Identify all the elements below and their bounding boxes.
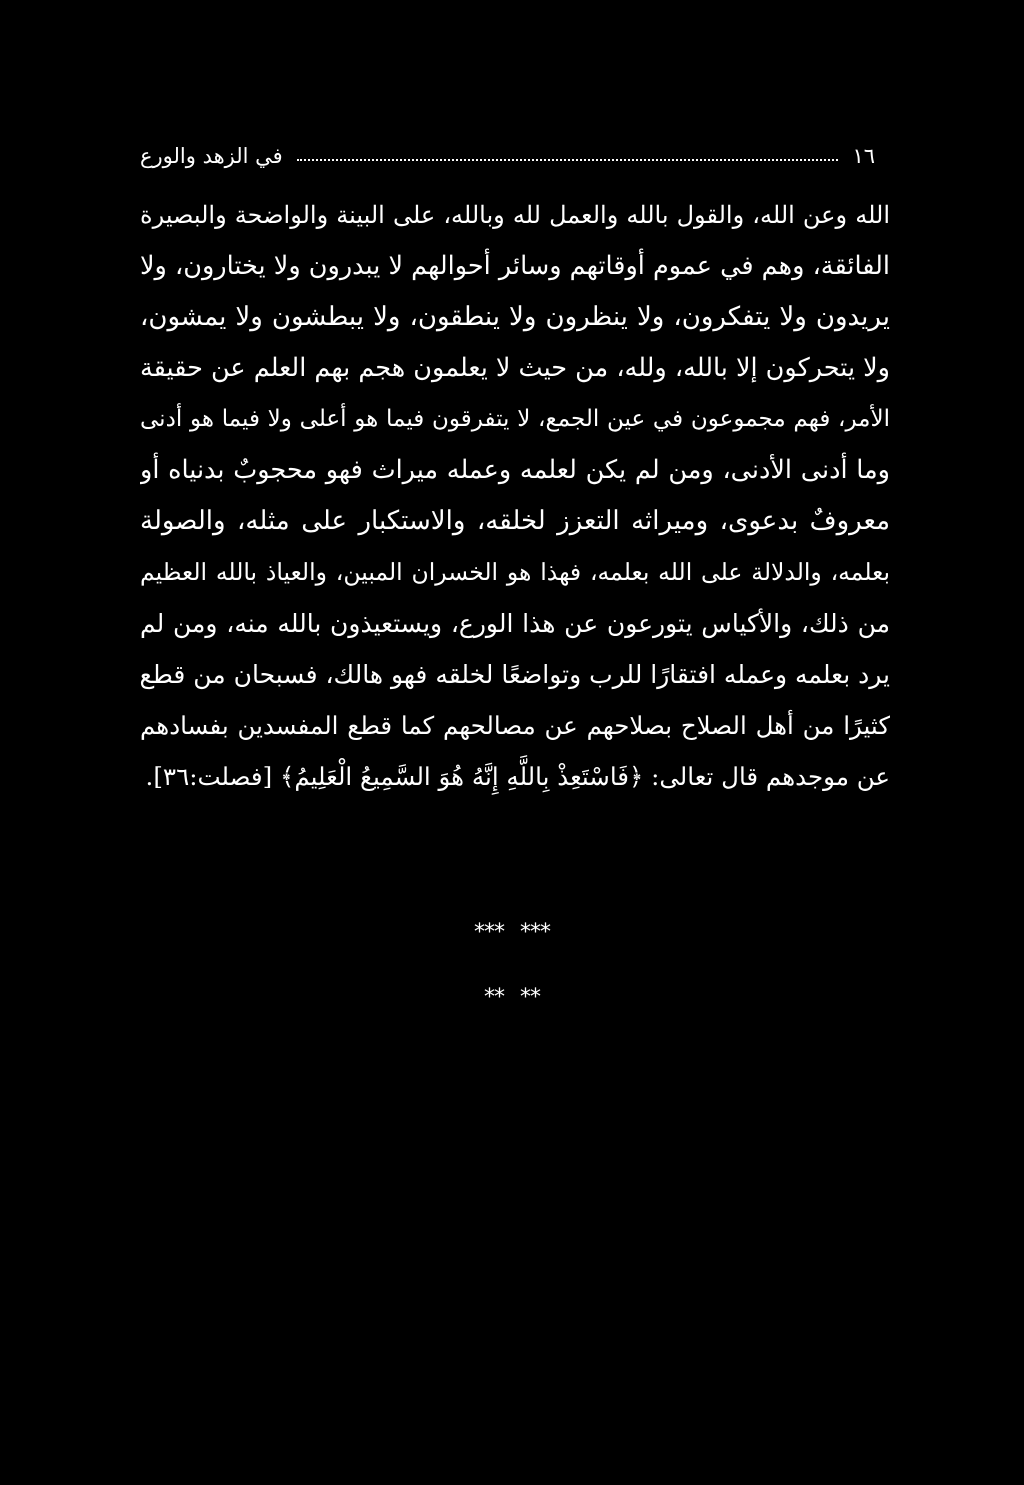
text-line: بعلمه، والدلالة على الله بعلمه، فهذا هو الخسران المبين، والعياذ بالله العظيم [140, 558, 890, 586]
separator-stars: ** [520, 985, 540, 1010]
text-line: كثيرًا من أهل الصلاح بصلاحهم عن مصالحهم كما قطع المفسدين بفسادهم [140, 711, 890, 740]
text-line: ولا يتحركون إلا بالله، ولله، من حيث لا يعلمون هجم بهم العلم عن حقيقة [140, 353, 890, 383]
text-line: وما أدنى الأدنى، ومن لم يكن لعلمه وعمله ميراث فهو محجوبٌ بدنياه أو [140, 455, 890, 485]
body-text [140, 190, 890, 802]
separator-stars: *** [474, 920, 504, 945]
separator-stars: *** [520, 920, 550, 945]
text-line: الفائقة، وهم في عموم أوقاتهم وسائر أحوالهم لا يبدرون ولا يختارون، ولا [140, 251, 890, 281]
header-dotted-leader [297, 159, 839, 161]
text-line: معروفٌ بدعوى، وميراثه التعزز لخلقه، والاستكبار على مثله، والصولة [140, 506, 890, 536]
section-separator-top [0, 920, 1024, 945]
running-title: في الزهد والورع [140, 144, 283, 168]
text-line: الله وعن الله، والقول بالله والعمل لله وبالله، على البينة والواضحة والبصيرة [140, 201, 890, 229]
text-line: يريدون ولا يتفكرون، ولا ينظرون ولا ينطقون، ولا يبطشون ولا يمشون، [140, 302, 890, 332]
text-line: من ذلك، والأكياس يتورعون عن هذا الورع، ويستعيذون بالله منه، ومن لم [140, 609, 890, 638]
page-header [140, 138, 875, 174]
text-line-quran-citation: عن موجدهم قال تعالى: ﴿فَاسْتَعِذْ بِاللَّهِ إِنَّهُ هُوَ السَّمِيعُ الْعَلِيمُ﴾ [فصلت:٣٦]. [145, 762, 890, 791]
text-line: الأمر، فهم مجموعون في عين الجمع، لا يتفرقون فيما هو أعلى ولا فيما هو أدنى [140, 406, 890, 432]
separator-stars: ** [484, 985, 504, 1010]
section-separator-bottom [0, 985, 1024, 1010]
text-line: يرد بعلمه وعمله افتقارًا للرب وتواضعًا لخلقه فهو هالك، فسبحان من قطع [140, 660, 890, 689]
page-number: ١٦ [852, 144, 875, 168]
